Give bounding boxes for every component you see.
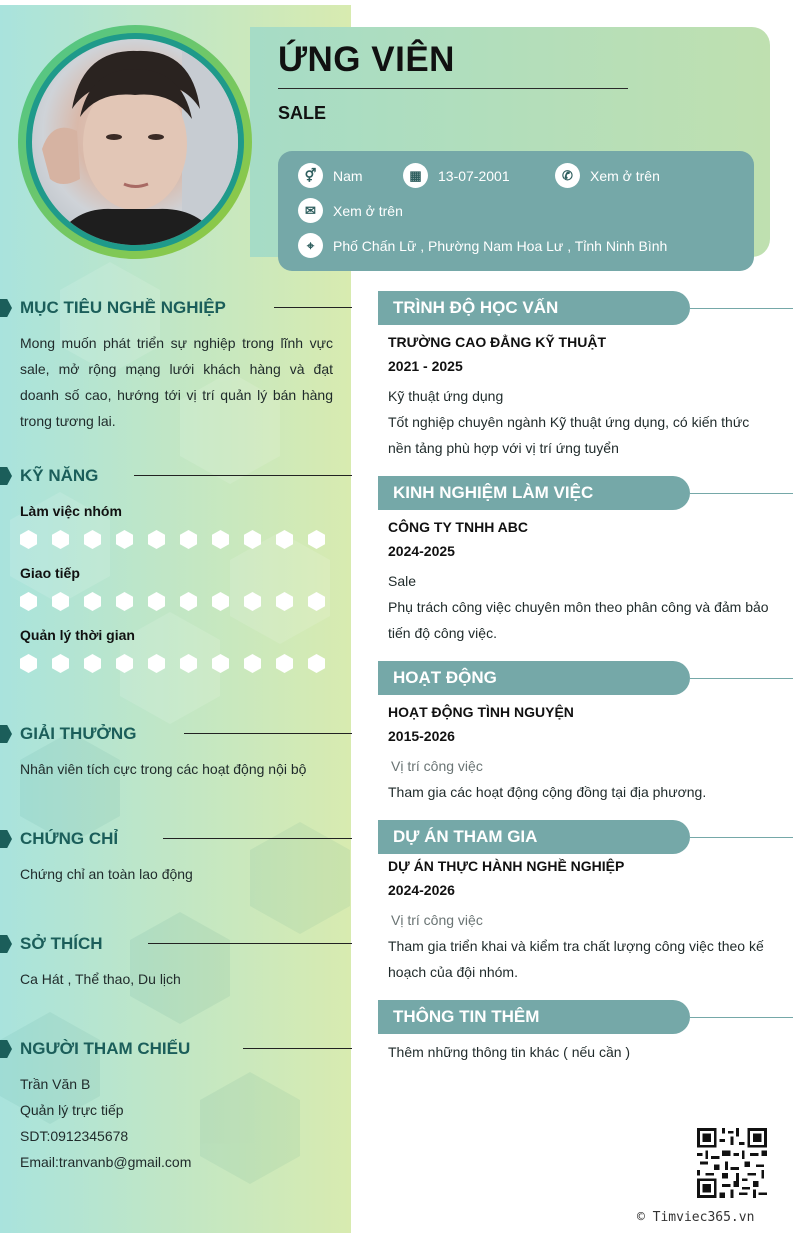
references-title: NGƯỜI THAM CHIẾU: [20, 1039, 191, 1058]
education-title: TRÌNH ĐỘ HỌC VẤN: [378, 291, 690, 325]
rating-dot: [308, 592, 325, 611]
rating-dot: [212, 654, 229, 673]
education-description: Tốt nghiệp chuyên ngành Kỹ thuật ứng dụng, có kiến thức nền tảng phù hợp với vị trí ứng tuyển: [388, 414, 750, 456]
rating-dot: [180, 654, 197, 673]
rating-dot: [276, 530, 293, 549]
experience-description: Phụ trách công việc chuyên môn theo phân công và đảm bảo tiến độ công việc.: [388, 599, 769, 641]
projects-line: [690, 837, 793, 838]
skill-name: Giao tiếp: [20, 565, 80, 581]
phone-icon: ✆: [555, 163, 580, 188]
project-description: Tham gia triển khai và kiểm tra chất lượng công việc theo kế hoạch của đội nhóm.: [388, 938, 764, 980]
calendar-icon: ▦: [403, 163, 428, 188]
rating-dot: [148, 530, 165, 549]
rating-dot: [84, 592, 101, 611]
activity-name: HOẠT ĐỘNG TÌNH NGUYỆN: [388, 704, 574, 720]
rating-dot: [20, 592, 37, 611]
references-list: [20, 1071, 333, 1175]
activities-line: [690, 678, 793, 679]
skill-rating: [20, 530, 325, 549]
additional-text: Thêm những thông tin khác ( nếu cần ): [388, 1044, 631, 1060]
awards-text: Nhân viên tích cực trong các hoạt động nội bộ: [20, 761, 307, 777]
rating-dot: [116, 530, 133, 549]
birthday-item: [403, 163, 510, 188]
email-item: [298, 198, 403, 223]
rating-dot: [116, 592, 133, 611]
candidate-position: SALE: [278, 103, 327, 123]
project-role: Vị trí công việc: [391, 912, 483, 928]
activity-role: Vị trí công việc: [391, 758, 483, 774]
awards-title: GIẢI THƯỞNG: [20, 724, 137, 743]
rating-dot: [148, 592, 165, 611]
rating-dot: [180, 592, 197, 611]
experience-period: 2024-2025: [388, 543, 455, 559]
additional-title: THÔNG TIN THÊM: [378, 1000, 690, 1034]
rating-dot: [20, 654, 37, 673]
experience-block: [388, 514, 772, 646]
skills-title: KỸ NĂNG: [20, 466, 99, 485]
experience-role: Sale: [388, 573, 417, 589]
rating-dot: [52, 654, 69, 673]
activity-description: Tham gia các hoạt động cộng đồng tại địa phương.: [388, 784, 707, 800]
rating-dot: [276, 654, 293, 673]
skill-rating: [20, 592, 325, 611]
skill-name: Quản lý thời gian: [20, 627, 135, 643]
rating-dot: [308, 654, 325, 673]
project-name: DỰ ÁN THỰC HÀNH NGHỀ NGHIỆP: [388, 858, 625, 874]
gender-icon: ⚥: [298, 163, 323, 188]
awards-line: [184, 733, 352, 734]
contact-info-box: [278, 151, 754, 271]
rating-dot: [20, 530, 37, 549]
projects-title: DỰ ÁN THAM GIA: [378, 820, 690, 854]
reference-title: Quản lý trực tiếp: [20, 1102, 124, 1118]
hobbies-text: Ca Hát , Thể thao, Du lịch: [20, 971, 181, 987]
references-line: [243, 1048, 352, 1049]
activities-title: HOẠT ĐỘNG: [378, 661, 690, 695]
certificates-title: CHỨNG CHỈ: [20, 829, 119, 848]
education-block: [388, 329, 772, 461]
profile-photo-illustration: [32, 39, 238, 245]
skills-line: [134, 475, 352, 476]
activity-period: 2015-2026: [388, 728, 455, 744]
objective-line: [274, 307, 352, 308]
project-period: 2024-2026: [388, 882, 455, 898]
activities-block: [388, 699, 772, 805]
rating-dot: [180, 530, 197, 549]
experience-title: KINH NGHIỆM LÀM VIỆC: [378, 476, 690, 510]
projects-block: [388, 853, 772, 985]
rating-dot: [84, 530, 101, 549]
experience-company: CÔNG TY TNHH ABC: [388, 519, 528, 535]
education-period: 2021 - 2025: [388, 358, 463, 374]
avatar-frame: [26, 33, 244, 251]
rating-dot: [244, 592, 261, 611]
certificates-line: [163, 838, 352, 839]
skill-name: Làm việc nhóm: [20, 503, 122, 519]
rating-dot: [52, 530, 69, 549]
education-major: Kỹ thuật ứng dụng: [388, 388, 504, 404]
avatar-photo: [32, 39, 238, 245]
rating-dot: [244, 654, 261, 673]
experience-line: [690, 493, 793, 494]
objective-text: Mong muốn phát triển sự nghiệp trong lĩnh vực sale, mở rộng mạng lưới khách hàng và đạt doanh số cao, hướng tới vị trí quản lý bán hàng trong tương lai.: [20, 335, 333, 429]
reference-email: Email:tranvanb@gmail.com: [20, 1154, 192, 1170]
rating-dot: [276, 592, 293, 611]
phone-value: Xem ở trên: [590, 167, 660, 184]
address-item: [298, 233, 667, 258]
education-line: [690, 308, 793, 309]
rating-dot: [148, 654, 165, 673]
education-school: TRƯỜNG CAO ĐẲNG KỸ THUẬT: [388, 334, 606, 350]
additional-line: [690, 1017, 793, 1018]
rating-dot: [308, 530, 325, 549]
gender-value: Nam: [333, 167, 363, 184]
rating-dot: [84, 654, 101, 673]
name-divider: [278, 88, 628, 89]
phone-item: [555, 163, 660, 188]
email-value: Xem ở trên: [333, 202, 403, 219]
hobbies-title: SỞ THÍCH: [20, 934, 103, 953]
mail-icon: ✉: [298, 198, 323, 223]
candidate-name: ỨNG VIÊN: [278, 40, 455, 79]
objective-title: MỤC TIÊU NGHỀ NGHIỆP: [20, 298, 226, 317]
rating-dot: [116, 654, 133, 673]
rating-dot: [212, 592, 229, 611]
qr-code-icon: [697, 1128, 767, 1198]
birthday-value: 13-07-2001: [438, 167, 510, 184]
skill-rating: [20, 654, 325, 673]
reference-phone: SDT:0912345678: [20, 1128, 129, 1144]
location-pin-icon: ⌖: [298, 233, 323, 258]
address-value: Phố Chấn Lữ , Phường Nam Hoa Lư , Tỉnh Ninh Bình: [333, 237, 668, 254]
rating-dot: [212, 530, 229, 549]
reference-name: Trần Văn B: [20, 1076, 91, 1092]
hobbies-line: [148, 943, 352, 944]
footer-credit: © Timviec365.vn: [637, 1210, 755, 1225]
avatar: [18, 25, 252, 259]
rating-dot: [52, 592, 69, 611]
gender-item: [298, 163, 363, 188]
certificates-text: Chứng chỉ an toàn lao động: [20, 866, 193, 882]
rating-dot: [244, 530, 261, 549]
